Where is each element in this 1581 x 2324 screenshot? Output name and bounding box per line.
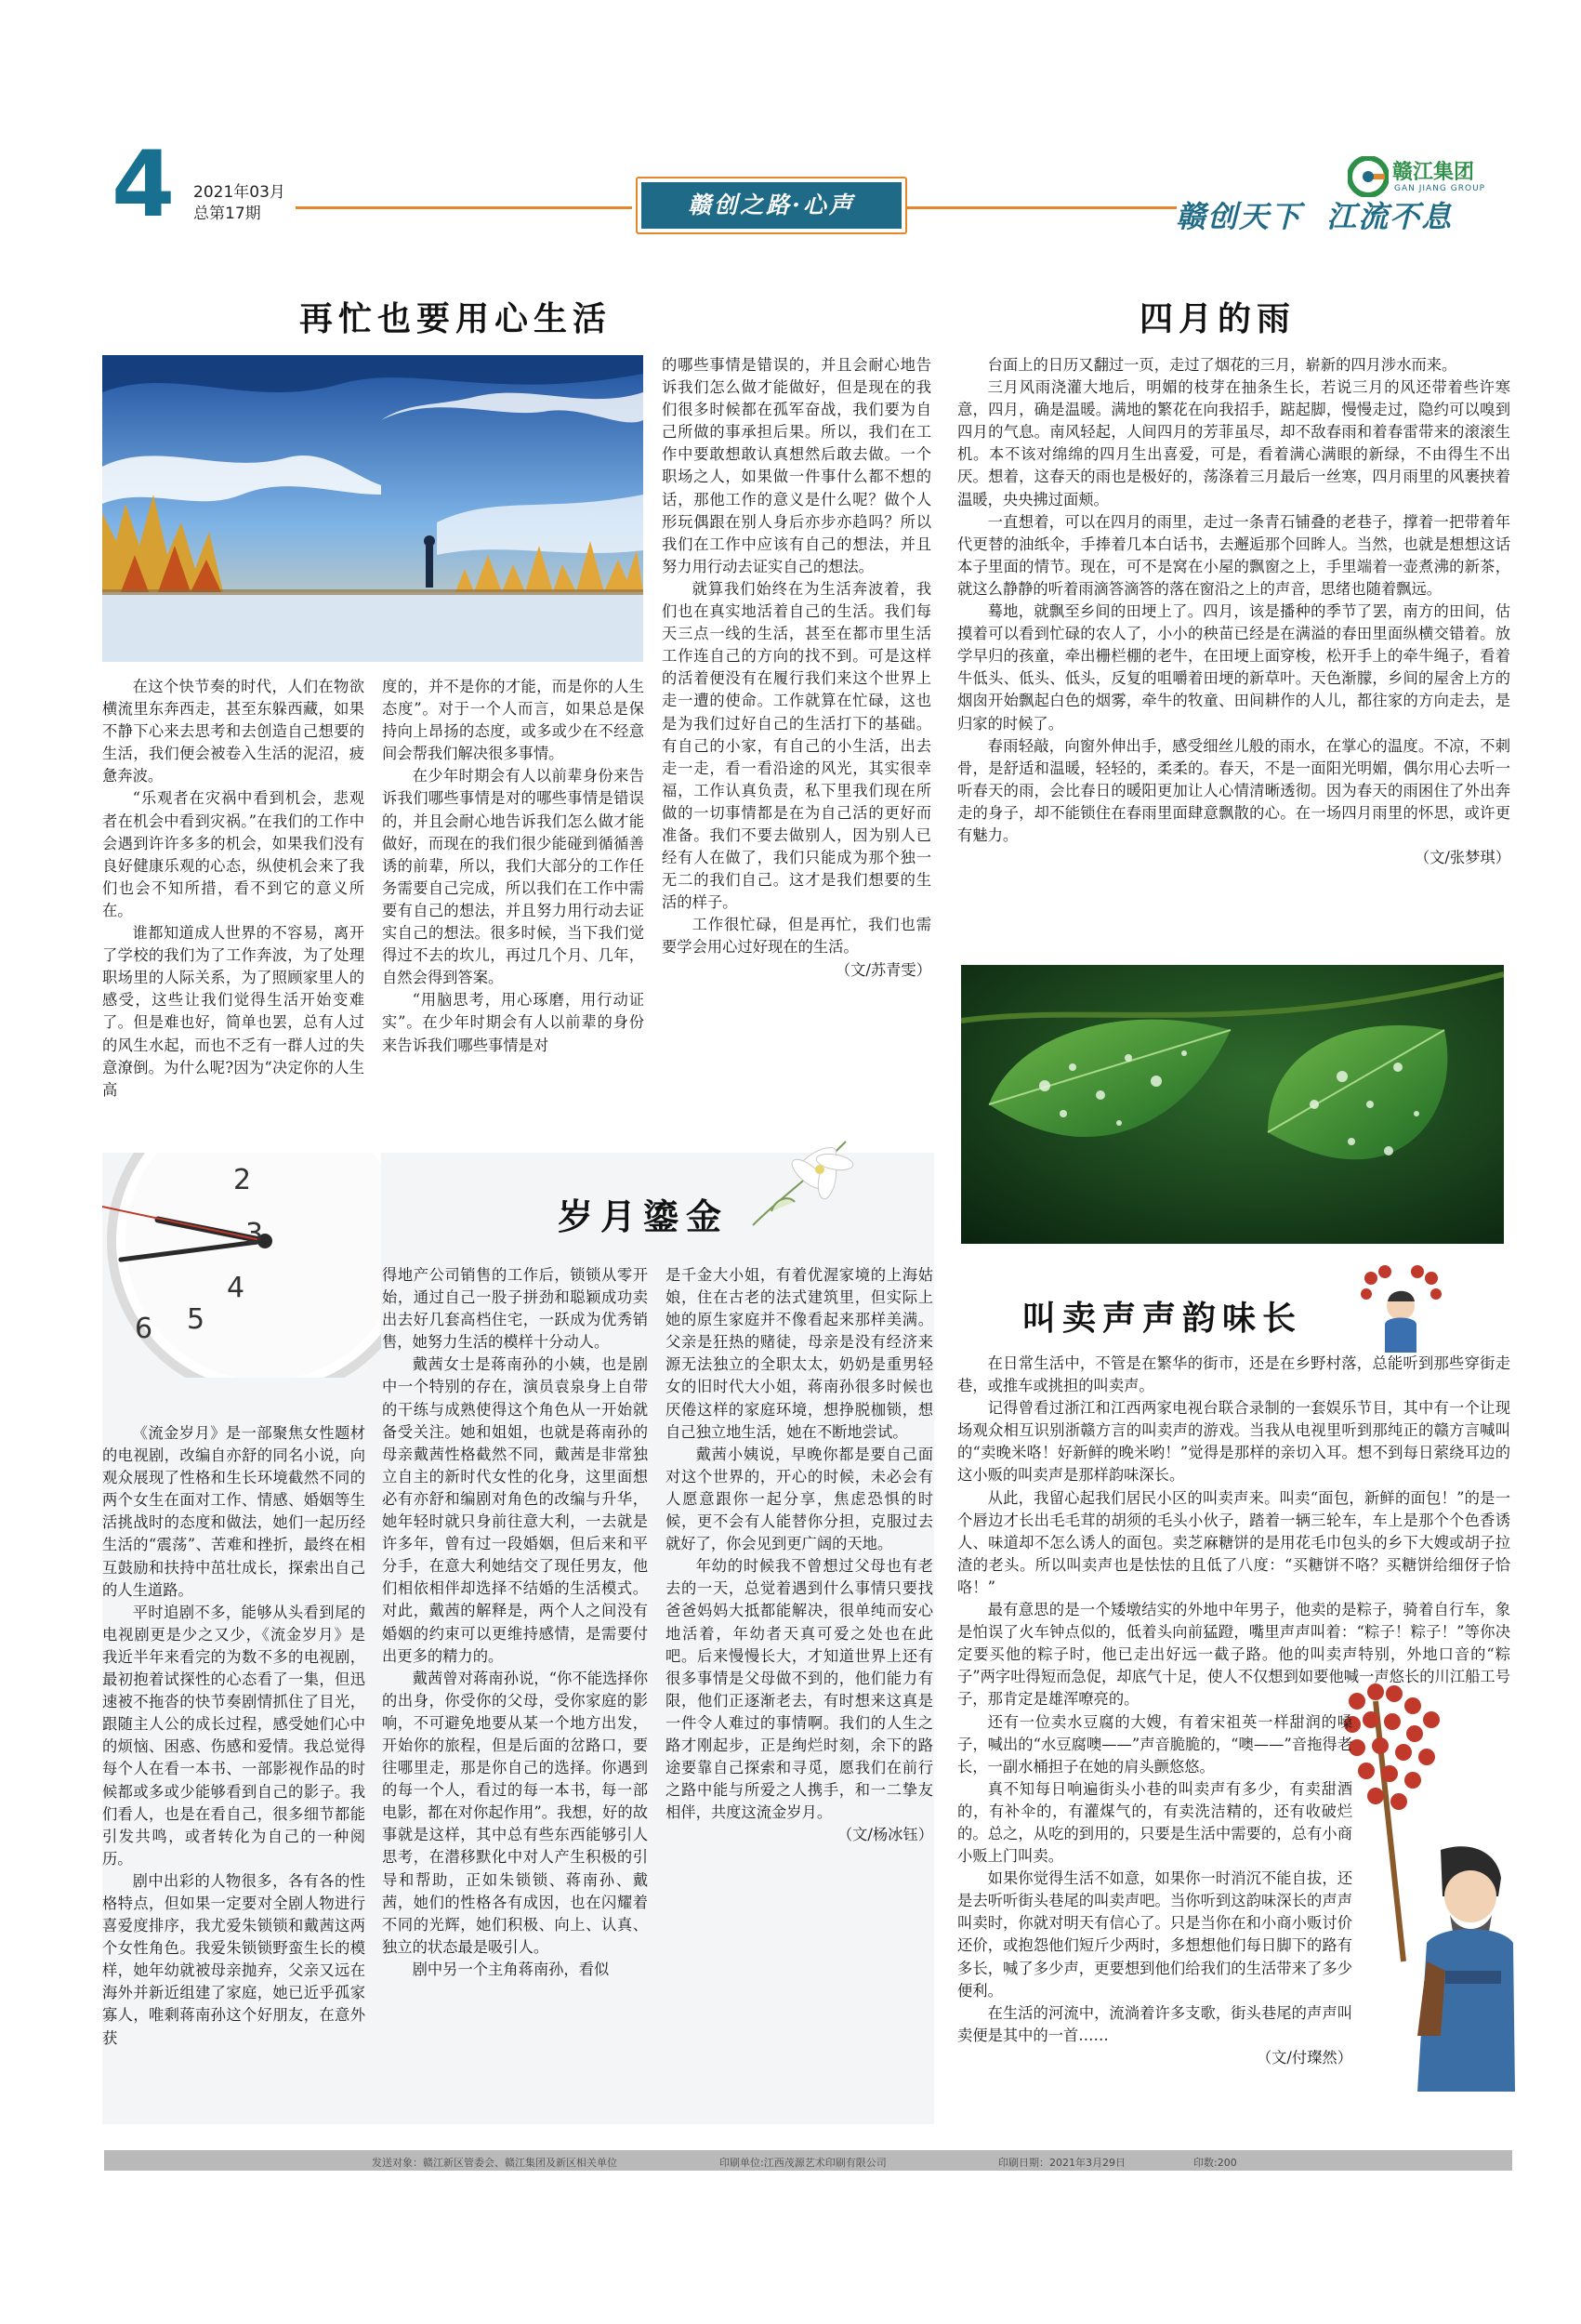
- article1-column-3: [662, 354, 931, 982]
- article4-paragraph: 最有意思的是一个矮墩结实的外地中年男子，他卖的是粽子，骑着自行车，象是怕误了火车钟点似的，低着头向前猛蹬，嘴里声声叫着：“粽子！粽子！”等你决定要买他的粽子时，他已走出好远一截子路。他的叫卖声特别，外地口音的“粽子”两字吐得短而急促，却底气十足，使人不仅想到如要他喊一声悠长的川江船工号子，那肯定是雄浑嘹亮的。: [957, 1601, 1510, 1709]
- article1-paragraph: “乐观者在灾祸中看到机会，悲观者在机会中看到灾祸。”在我们的工作中会遇到许许多多的机会，如果我们没有良好健康乐观的心态，纵使机会来了我们也会不知所措，看不到它的意义所在。: [102, 789, 364, 919]
- article4-paragraph: 如果你觉得生活不如意，如果你一时消沉不能自拔，还是去听听街头巷尾的叫卖声吧。当你听到这韵味深长的声声叫卖时，你就对明天有信心了。只是当你在和小商小贩讨价还价，或抱怨他们短斤少两时，多想想他们每日脚下的路有多长，喊了多少声，更要想到他们给我们的生活带来了多少便利。: [957, 1869, 1352, 2000]
- article1-paragraph: 的哪些事情是错误的，并且会耐心地告诉我们怎么做才能做好，但是现在的我们很多时候都在孤军奋战，我们要为自己所做的事承担后果。所以，我们在工作中要敢想敢认真想然后敢去做。一个职场之人，如果做一件事什么都不想的话，那他工作的意义是什么呢？做个人形玩偶跟在别人身后亦步亦趋吗？所以我们在工作中应该有自己的想法，并且努力用行动去证实自己的想法。: [662, 356, 931, 575]
- brand-logo: [1348, 156, 1487, 197]
- brand-name-en: GAN JIANG GROUP: [1394, 184, 1486, 193]
- article2-paragraph: 三月风雨浇灌大地后，明媚的枝芽在抽条生长，若说三月的风还带着些许寒意，四月，确是温暖。满地的繁花在向我招手，踮起脚，慢慢走过，隐约可以嗅到四月的气息。南风轻起，人间四月的芳菲虽尽，却不敌春雨和着春雷带来的滚滚生机。本不该对绵绵的四月生出喜爱，可是，看着满心满眼的新绿，不由得生不出厌。想着，这春天的雨也是极好的，荡涤着三月最后一丝寒，四月雨里的风裹挟着温暖，央央拂过面颊。: [957, 378, 1510, 508]
- article2-title: 四月的雨: [1139, 300, 1296, 338]
- article4-byline: （文/付璨然）: [1256, 2048, 1352, 2067]
- article3-title: 岁月鎏金: [558, 1196, 730, 1237]
- clock-numeral: 3: [245, 1218, 264, 1250]
- article3-paragraph: 戴茜曾对蒋南孙说，“你不能选择你的出身，你受你的父母，受你家庭的影响，不可避免地要从某一个地方出发，开始你的旅程，但是后面的岔路口，要往哪里走，那是你自己的选择。你遇到的每一个人，看过的每一本书，每一部电影，都在对你起作用”。我想，好的故事就是这样，其中总有些东西能够引人思考，在潜移默化中对人产生积极的引导和帮助，正如朱锁锁、蒋南孙、戴茜，她们的性格各有成因，也在闪耀着不同的光辉，她们积极、向上、认真、独立的状态最是吸引人。: [382, 1669, 648, 1956]
- article3-column-2: [382, 1264, 648, 1981]
- article2-paragraph: 一直想着，可以在四月的雨里，走过一条青石铺叠的老巷子，撑着一把带着年代更替的油纸伞，手捧着几本白话书，去邂逅那个回眸人。当然，也就是想想这话本子里面的情节。现在，可不是窝在小屋的飘窗之上，手里端着一壶煮沸的新茶，就这么静静的听着雨滴答滴答的落在窗沿之上的声音，思绪也随着飘远。: [957, 512, 1510, 598]
- vendor-icon-small: [1357, 1264, 1445, 1353]
- column-title: 赣创之路·心声: [641, 182, 902, 229]
- issue-number: 总第17期: [193, 205, 261, 223]
- footer-recipients: 发送对象：赣江新区管委会、赣江集团及新区相关单位: [372, 2157, 617, 2169]
- article2-paragraph: 台面上的日历又翻过一页，走过了烟花的三月，崭新的四月涉水而来。: [987, 356, 1457, 374]
- footer-printer: 印刷单位:江西茂源艺术印刷有限公司: [719, 2157, 887, 2169]
- article1-paragraph: 在这个快节奏的时代，人们在物欲横流里东奔西走，甚至东躲西藏，如果不静下心来去思考和去创造自己想要的生活，我们便会被卷入生活的泥沼，疲惫奔波。: [102, 678, 364, 786]
- article4-paragraph: 从此，我留心起我们居民小区的叫卖声来。叫卖“面包，新鲜的面包！”的是一个唇边才长出毛毛茸的胡须的毛头小伙子，踏着一辆三轮车，车上是那个个色香诱人、味道却不怎么诱人的面包。卖芝麻糖饼的是用花毛巾包头的乡下大嫂或胡子拉渣的老头。所以叫卖声也是怯怯的且低了八度：“买糖饼不咯？买糖饼给细伢子恰咯！”: [957, 1488, 1510, 1596]
- article1-paragraph: 就算我们始终在为生活奔波着，我们也在真实地活着自己的生活。我们每天三点一线的生活，甚至在都市里生活工作连自己的方向的找不到。可是这样的活着便没有在履行我们来这个世界上走一遭的使命。工作就算在忙碌，这也是为我们过好自己的生活打下的基础。有自己的小家，有自己的小生活，出去走一走，看一看沿途的风光，其实很幸福，工作认真负责，私下里我们现在所做的一切事情都是在为自己活的更好而准备。我们不要去做别人，因为别人已经有人在做了，我们只能成为那个独一无二的我们自己。这才是我们想要的生活的样子。: [662, 579, 931, 912]
- article3-column-1: [102, 1422, 365, 2050]
- article3-paragraph: 得地产公司销售的工作后，锁锁从零开始，通过自己一股子拼劲和聪颖成功卖出去好几套高档住宅，一跃成为优秀销售，她努力生活的模样十分动人。: [382, 1266, 648, 1352]
- article2-paragraph: 蓦地，就飘至乡间的田埂上了。四月，该是播种的季节了罢，南方的田间，估摸着可以看到忙碌的农人了，小小的秧苗已经是在满溢的春田里面纵横交错着。放学早归的孩童，牵出栅栏棚的老牛，在田埂上面穿梭，松开手上的牵牛绳子，看着牛低头、低头、低头，反复的咀嚼着田埂的新草叶。天色渐朦，乡间的屋舍上方的烟囱开始飘起白色的烟雾，牵牛的牧童、田间耕作的人儿，都往家的方向走去，是归家的时候了。: [957, 602, 1510, 733]
- article4-body: [957, 1353, 1510, 2069]
- article1-paragraph: “用脑思考，用心琢磨，用行动证实”。在少年时期会有人以前辈的身份来告诉我们哪些事情是对: [382, 991, 644, 1054]
- header-slogan: 赣创天下 江流不息: [1176, 199, 1454, 234]
- article3-paragraph: 平时追剧不多，能够从头看到尾的电视剧更是少之又少，《流金岁月》是我近半年来看完的为数不多的电视剧，最初抱着试探性的心态看了一集，但迅速被不拖沓的快节奏剧情抓住了目光，跟随主人公的成长过程，感受她们心中的烦恼、困惑、伤感和爱情。我总觉得每个人在看一本书、一部影视作品的时候都或多或少能够看到自己的影子。我们看人，也是在看自己，很多细节都能引发共鸣，或者转化为自己的一种阅历。: [102, 1603, 365, 1868]
- article4-paragraph: 在生活的河流中，流淌着许多支歌，街头巷尾的声声叫卖便是其中的一首……: [957, 2003, 1352, 2044]
- article1-paragraph: 工作很忙碌，但是再忙，我们也需要学会用心过好现在的生活。: [662, 916, 931, 957]
- article1-column-2: [382, 676, 644, 1057]
- article3-paragraph: 剧中出彩的人物很多，各有各的性格特点，但如果一定要对全剧人物进行喜爱度排序，我尤爱朱锁锁和戴茜这两个女性角色。我爱朱锁锁野蛮生长的模样，她年幼就被母亲抛弃，父亲又远在海外并新近组建了家庭，她已近乎孤家寡人，唯剩蒋南孙这个好朋友，在意外获: [102, 1871, 365, 2047]
- footer-bar: [104, 2150, 1512, 2171]
- article3-byline: （文/杨冰钰）: [837, 1826, 933, 1844]
- article1-paragraph: 谁都知道成人世界的不容易，离开了学校的我们为了工作奔波，为了处理职场里的人际关系，为了照顾家里人的感受，这些让我们觉得生活开始变难了。但是难也好，简单也罢，总有人过的风生水起，而也不乏有一群人过的失意潦倒。为什么呢?因为“决定你的人生高: [102, 924, 364, 1099]
- article4-paragraph: 还有一位卖水豆腐的大嫂，有着宋祖英一样甜润的嗓子，喊出的“水豆腐噢——”声音脆脆的，“噢——”音拖得老长，一副水桶担子在她的肩头颤悠悠。: [957, 1712, 1352, 1776]
- clock-numeral: 4: [227, 1272, 245, 1304]
- brand-logo-icon: [1348, 156, 1389, 197]
- article3-paragraph: 《流金岁月》是一部聚焦女性题材的电视剧，改编自亦舒的同名小说，向观众展现了性格和生长环境截然不同的两个女生在面对工作、情感、婚姻等生活挑战时的态度和做法，她们一起历经生活的“震荡”、苦难和挫折，最终在相互鼓励和扶持中茁壮成长，探索出自己的人生道路。: [102, 1424, 365, 1599]
- brand-name: 赣江集团: [1392, 161, 1475, 184]
- leaves-photo: [961, 965, 1504, 1244]
- article1-illustration: [102, 355, 643, 662]
- clock-numeral: 2: [233, 1164, 252, 1196]
- footer-print-count: 印数:200: [1193, 2157, 1237, 2169]
- article3-paragraph: 戴茜小姨说，早晚你都是要自己面对这个世界的，开心的时候，未必会有人愿意跟你一起分享，焦虑恐惧的时候，更不会有人能替你分担，克服过去就好了，你会见到更广阔的天地。: [665, 1445, 933, 1553]
- article2-byline: （文/张梦琪）: [1414, 849, 1510, 867]
- article1-title: 再忙也要用心生活: [298, 300, 612, 338]
- article2-paragraph: 春雨轻敲，向窗外伸出手，感受细丝儿般的雨水，在掌心的温度。不凉，不刺骨，是舒适和温暖，轻轻的，柔柔的。春天，不是一面阳光明媚，偶尔用心去听一听春天的雨，会比春日的暖阳更加让人心情清晰透彻。因为春天的雨困住了外出奔走的身子，却不能锁住在春雨里面肆意飘散的心。在一场四月雨里的怀思，或许更有魅力。: [957, 736, 1510, 844]
- article4-paragraph: 真不知每日响遍街头小巷的叫卖声有多少，有卖甜酒的，有补伞的，有灌煤气的，有卖洗洁精的，还有收破烂的。总之，从吃的到用的，只要是生活中需要的，总有小商小贩上门叫卖。: [957, 1779, 1352, 1866]
- header-rule-left: [296, 206, 632, 209]
- article3-paragraph: 戴茜女士是蒋南孙的小姨，也是剧中一个特别的存在，演员袁泉身上自带的干练与成熟使得这个角色从一开始就备受关注。她和姐姐，也就是蒋南孙的母亲戴茜性格截然不同，戴茜是非常独立自主的新时代女性的化身，这里面想必有亦舒和编剧对角色的改编与升华，她年轻时就只身前往意大利，一去就是许多年，曾有过一段婚姻，但后来和平分手，在意大利她结交了现任男友，他们相依相伴却选择不结婚的生活模式。对此，戴茜的解释是，两个人之间没有婚姻的约束可以更维持感情，是需要付出更多的精力的。: [382, 1355, 648, 1665]
- column-banner: [636, 177, 907, 234]
- article4-paragraph: 记得曾看过浙江和江西两家电视台联合录制的一套娱乐节目，其中有一个让现场观众相互识别浙赣方言的叫卖声的游戏。当我从电视里听到那纯正的赣方言喊叫的“卖晚米咯！好新鲜的晚米哟！”觉得是那样的亲切入耳。想不到每日萦绕耳边的这小贩的叫卖声是那样韵味深长。: [957, 1399, 1510, 1485]
- issue-date: 2021年03月: [193, 183, 285, 202]
- article4-paragraph: 在日常生活中，不管是在繁华的街市，还是在乡野村落，总能听到那些穿街走巷，或推车或挑担的叫卖声。: [957, 1354, 1510, 1395]
- clock-numeral: 5: [187, 1303, 205, 1336]
- clock-numeral: 6: [135, 1313, 153, 1345]
- article3-paragraph: 是千金大小姐，有着优渥家境的上海姑娘，住在古老的法式建筑里，但实际上她的原生家庭并不像看起来那样美满。父亲是狂热的赌徒，母亲是没有经济来源无法独立的全职太太，奶奶是重男轻女的旧时代大小姐，蒋南孙很多时候也厌倦这样的家庭环境，想挣脱枷锁，想自己独立地生活，她在不断地尝试。: [665, 1266, 933, 1441]
- article3-paragraph: 年幼的时候我不曾想过父母也有老去的一天，总觉着遇到什么事情只要找爸爸妈妈大抵都能解决，很单纯而安心地活着，年幼者天真可爱之处也在此吧。后来慢慢长大，才知道世界上还有很多事情是父母做不到的，他们能力有限，他们正逐渐老去，有时想来这真是一件令人难过的事情啊。我们的人生之路才刚起步，正是绚烂时刻，余下的路途要靠自己探索和寻觅，愿我们在前行之路中能与所爱之人携手，和一二挚友相伴，共度这流金岁月。: [665, 1557, 933, 1822]
- article1-byline: （文/苏青雯）: [835, 960, 931, 979]
- flower-decoration: [734, 1123, 874, 1235]
- article1-paragraph: 在少年时期会有人以前辈身份来告诉我们哪些事情是对的哪些事情是错误的，并且会耐心地告诉我们怎么做才能做好，而现在的我们很少能碰到循循善诱的前辈，所以，我们大部分的工作任务需要自己完成，所以我们在工作中需要有自己的想法，并且努力用行动去证实自己的想法。很多时候，当下我们觉得过不去的坎儿，再过几个月、几年，自然会得到答案。: [382, 767, 644, 987]
- page-number: 4: [112, 132, 176, 238]
- footer-print-date: 印刷日期：2021年3月29日: [998, 2157, 1126, 2169]
- article1-column-1: [102, 676, 364, 1102]
- article4-title: 叫卖声声韵味长: [1022, 1300, 1303, 1338]
- article3-column-3: [665, 1264, 933, 1846]
- header-rule-right: [907, 206, 1177, 209]
- article3-paragraph: 剧中另一个主角蒋南孙，看似: [412, 1960, 610, 1978]
- article2-body: [957, 354, 1510, 869]
- article1-paragraph: 度的，并不是你的才能，而是你的人生态度”。对于一个人而言，如果总是保持向上昂扬的态度，或多或少在不经意间会帮我们解决很多事情。: [382, 678, 644, 763]
